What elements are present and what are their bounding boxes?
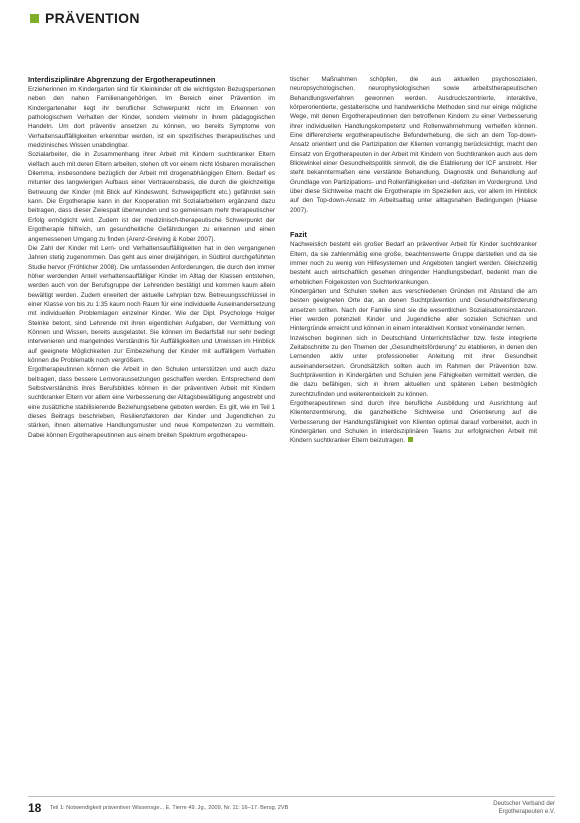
spacer xyxy=(290,215,537,230)
paragraph: tischer Maßnahmen schöpfen, die aus aktuellen psychosozialen, neuropsychologischen, neurophysiologischen sowie arbeitstherapeutischen Behandlungsverfahren gewonnen werden. Ausdruckszentrierte, interaktive, körperorientierte, gestalterische und handwerkliche Methoden sind nur einige mögliche Wege, mit denen Ergotherapeutinnen den betroffenen Kindern zu einer Verbesserung ihrer individuellen Handlungskompetenz und Rollenwahrnehmung verhelfen können. Eine differenzierte ergotherapeutische Befunderhebung, die sich an dem Top-down-Ansatz orientiert und die Partizipation der Klienten vorrangig berücksichtigt, macht den Einsatz von Ergotherapeuten in der Arbeit mit Kindern von Suchtkranken auch aus dem Blickwinkel einer Gesundheitspolitik sinnvoll, die die Etablierung der ICF anstrebt. Hier steht bekanntermaßen eine verstärkte Behandlung, Diagnostik und Behandlung auf Grundlage von Partizipations- und Rollenfähigkeiten und -defiziten im Vordergrund. Und über diese Sichtweise macht die Ergotherapie im Speziellen aus, vor allem im Hinblick auf den Top-down-Ansatz im Arbeitsalltag unter alltagsnahen Bedingungen (Haase 2007). xyxy=(290,76,537,214)
left-column xyxy=(28,75,275,440)
citation: Teil 1: Notwendigkeit präventiver Wissensge... E. Tierre 49. Jg., 2009, Nr. 11: 16–17. Bersg. 2VB xyxy=(50,805,289,811)
paragraph: Inzwischen beginnen sich in Deutschland Unterrichtsfächer bzw. feste integrierte Zeitabschnitte zu den Themen der „Gesundheitsförderung“ zu etablieren, in denen den Lernenden aktiv unter professioneller Anleitung mit ihrer Gesundheit auseinandersetzen. Grundsätzlich sollten auch im Rahmen der Prävention bzw. Suchtprävention in Kindergärten und Schulen jene Fähigkeiten vermittelt werden, die die dazu befähigen, sich in ihrem aktuellen und späteren Leben bestmöglich zurechtzufinden und weiterentwickeln zu können. xyxy=(290,334,537,398)
paragraph: Erzieherinnen im Kindergarten sind für Kleinkinder oft die wichtigsten Bezugspersonen neben den nahen Familienangehörigen. Im Bereich einer Prävention im Kindergartenalter liegt ihr beruflicher Schwerpunkt nicht im Erkennen von pathologischem Verhalten der Kinder, sondern vielmehr in ihrem pädagogischen Handeln. Um dort präventiv ansetzen zu können, wo bereits Symptome von Verhaltensauffälligkeiten erkennbar werden, ist ein spezifisches therapeutisches und medizinisches Wissen unabdingbar. xyxy=(28,86,275,150)
section-title: PRÄVENTION xyxy=(45,10,140,26)
publisher xyxy=(493,800,555,816)
fazit-heading: Fazit xyxy=(290,230,307,240)
publisher-line: Ergotherapeuten e.V. xyxy=(498,809,555,815)
section-heading: Interdisziplinäre Abgrenzung der Ergotherapeutinnen xyxy=(28,75,216,84)
paragraph: Ergotherapeutinnen können die Arbeit in den Schulen unterstützen und auch dazu beitragen, dass bessere Lernvoraussetzungen geschaffen werden. Entsprechend dem Selbstverständnis ihres Berufsbildes können in der präventiven Arbeit mit Kindern suchtkranker Eltern vor allem eine Verbesserung der Alltagsbewältigung angestrebt und eine zusätzliche stabilisierende Beziehungsebene geboten werden. Es gilt, wie im Teil 1 dieses Beitrags beschrieben, Resilienzfaktoren der Kinder und Jugendlichen zu stärken, ihnen alternative Handlungsmuster und neue Kompetenzen zu vermitteln. Dabei können Ergotherapeutinnen aus einem breiten Spektrum ergotherapeu- xyxy=(28,366,275,439)
publisher-line: Deutscher Verband der xyxy=(493,801,555,807)
paragraph: Nachweislich besteht ein großer Bedarf an präventiver Arbeit für Kinder suchtkranker Eltern, da sie zahlenmäßig eine große, beachtenswerte Gruppe darstellen und da sie immer noch zu wenig von Hilfesystemen und Angeboten tangiert werden. Gleichzeitig besteht auch wirtschaftlich gesehen dringender Handlungsbedarf, bedenkt man die erheblichen Folgekosten von Suchterkrankungen. xyxy=(290,241,537,286)
end-marker-icon xyxy=(408,437,413,442)
paragraph: Sozialarbeiter, die in Zusammenhang ihrer Arbeit mit Kindern suchtkranker Eltern vielfach auch mit deren Eltern arbeiten, stehen oft vor einem nicht lösbaren moralischen Dilemma, insbesondere bezüglich der Arbeit mit drogenabhängigen Eltern. Bedarf es mitunter des langwierigen Aufbaus einer Vertrauensbasis, die durch die gleichzeitige Betreuung der Kinder (mit Blick auf Kindeswohl, Schweigepflicht etc.) gefährdet sein kann. Die Ergotherapie kann in der Kooperation mit Sozialarbeitern ergänzend dazu beitragen, dass dieser Zwiespalt überwunden und so gemeinsam mehr therapeutischer Erfolg ermöglicht wird. Zudem ist der medizinisch-therapeutische Schwerpunkt der Ergotherapie hilfreich, um gesundheitliche Gefährdungen zu erkennen und einen angemessenen Umgang zu finden (Arenz-Greiving & Kober 2007). xyxy=(28,151,275,243)
page-footer xyxy=(28,796,555,817)
page-number: 18 xyxy=(28,801,42,815)
paragraph-final xyxy=(290,399,537,446)
paragraph: Die Zahl der Kinder mit Lern- und Verhaltensauffälligkeiten hat in den vergangenen Jahren stetig zugenommen. Das geht aus einer dreijährigen, in Südtirol durchgeführten Studie hervor (Fröhlicher 2008). Die umfassenden Anforderungen, die durch den immer höher werdenden Anteil verhaltensauffälliger Kinder im Alltag der Klassen entstehen, werden auch von der Berufsgruppe der Lehrenden bestätigt und kommen kaum allein bewältigt werden. Zudem erweitert der aktuelle Lehrplan bzw. Betreuungsschlüssel in einer Klasse von bis zu 1:35 kaum noch Raum für eine individuelle Auseinandersetzung mit individuellen Problemlagen einzelner Kinder. Wie der Dipl. Psychologe Holger Steinke betont, sind Lehrende mit ihren eigentlichen Aufgaben, der Vermittlung von Können und Wissen, bereits ausgelastet. Sie können im Bedarfsfall nur sehr bedingt intervenieren und mangelndes Verständnis für Auffälligkeiten und Unwissen im Hinblick auf geeignete Möglichkeiten zur Einbeziehung der Kinder mit auffälligem Verhalten können die Problematik noch vergrößern. xyxy=(28,244,275,364)
page-header xyxy=(30,10,140,26)
right-column xyxy=(290,75,537,446)
paragraph-text: Ergotherapeutinnen sind durch ihre berufliche Ausbildung und Ausrichtung auf Klientenzentrierung, die ganzheitliche Sichtweise und Orientierung auf die Verbesserung der Handlungsfähigkeit von Klienten optimal darauf vorbereitet, auch in Kindergärten und Schulen in interdisziplinären Teams zur erfolgreichen Arbeit mit Kindern suchtkranker Eltern beizutragen. xyxy=(290,400,537,445)
section-marker-icon xyxy=(30,14,39,23)
paragraph: Kindergärten und Schulen stellen aus verschiedenen Gründen mit Abstand die am besten geeigneten Orte dar, an denen Suchtprävention und Gesundheitsförderung ansetzen sollten. Nach der Familie sind sie die wesentlichen Sozialisationsinstanzen. Hier werden potenziell Kinder und Jugendliche aller sozialen Schichten und Hintergründe erreicht und können in einem interaktiven Kontext voneinander lernen. xyxy=(290,287,537,333)
